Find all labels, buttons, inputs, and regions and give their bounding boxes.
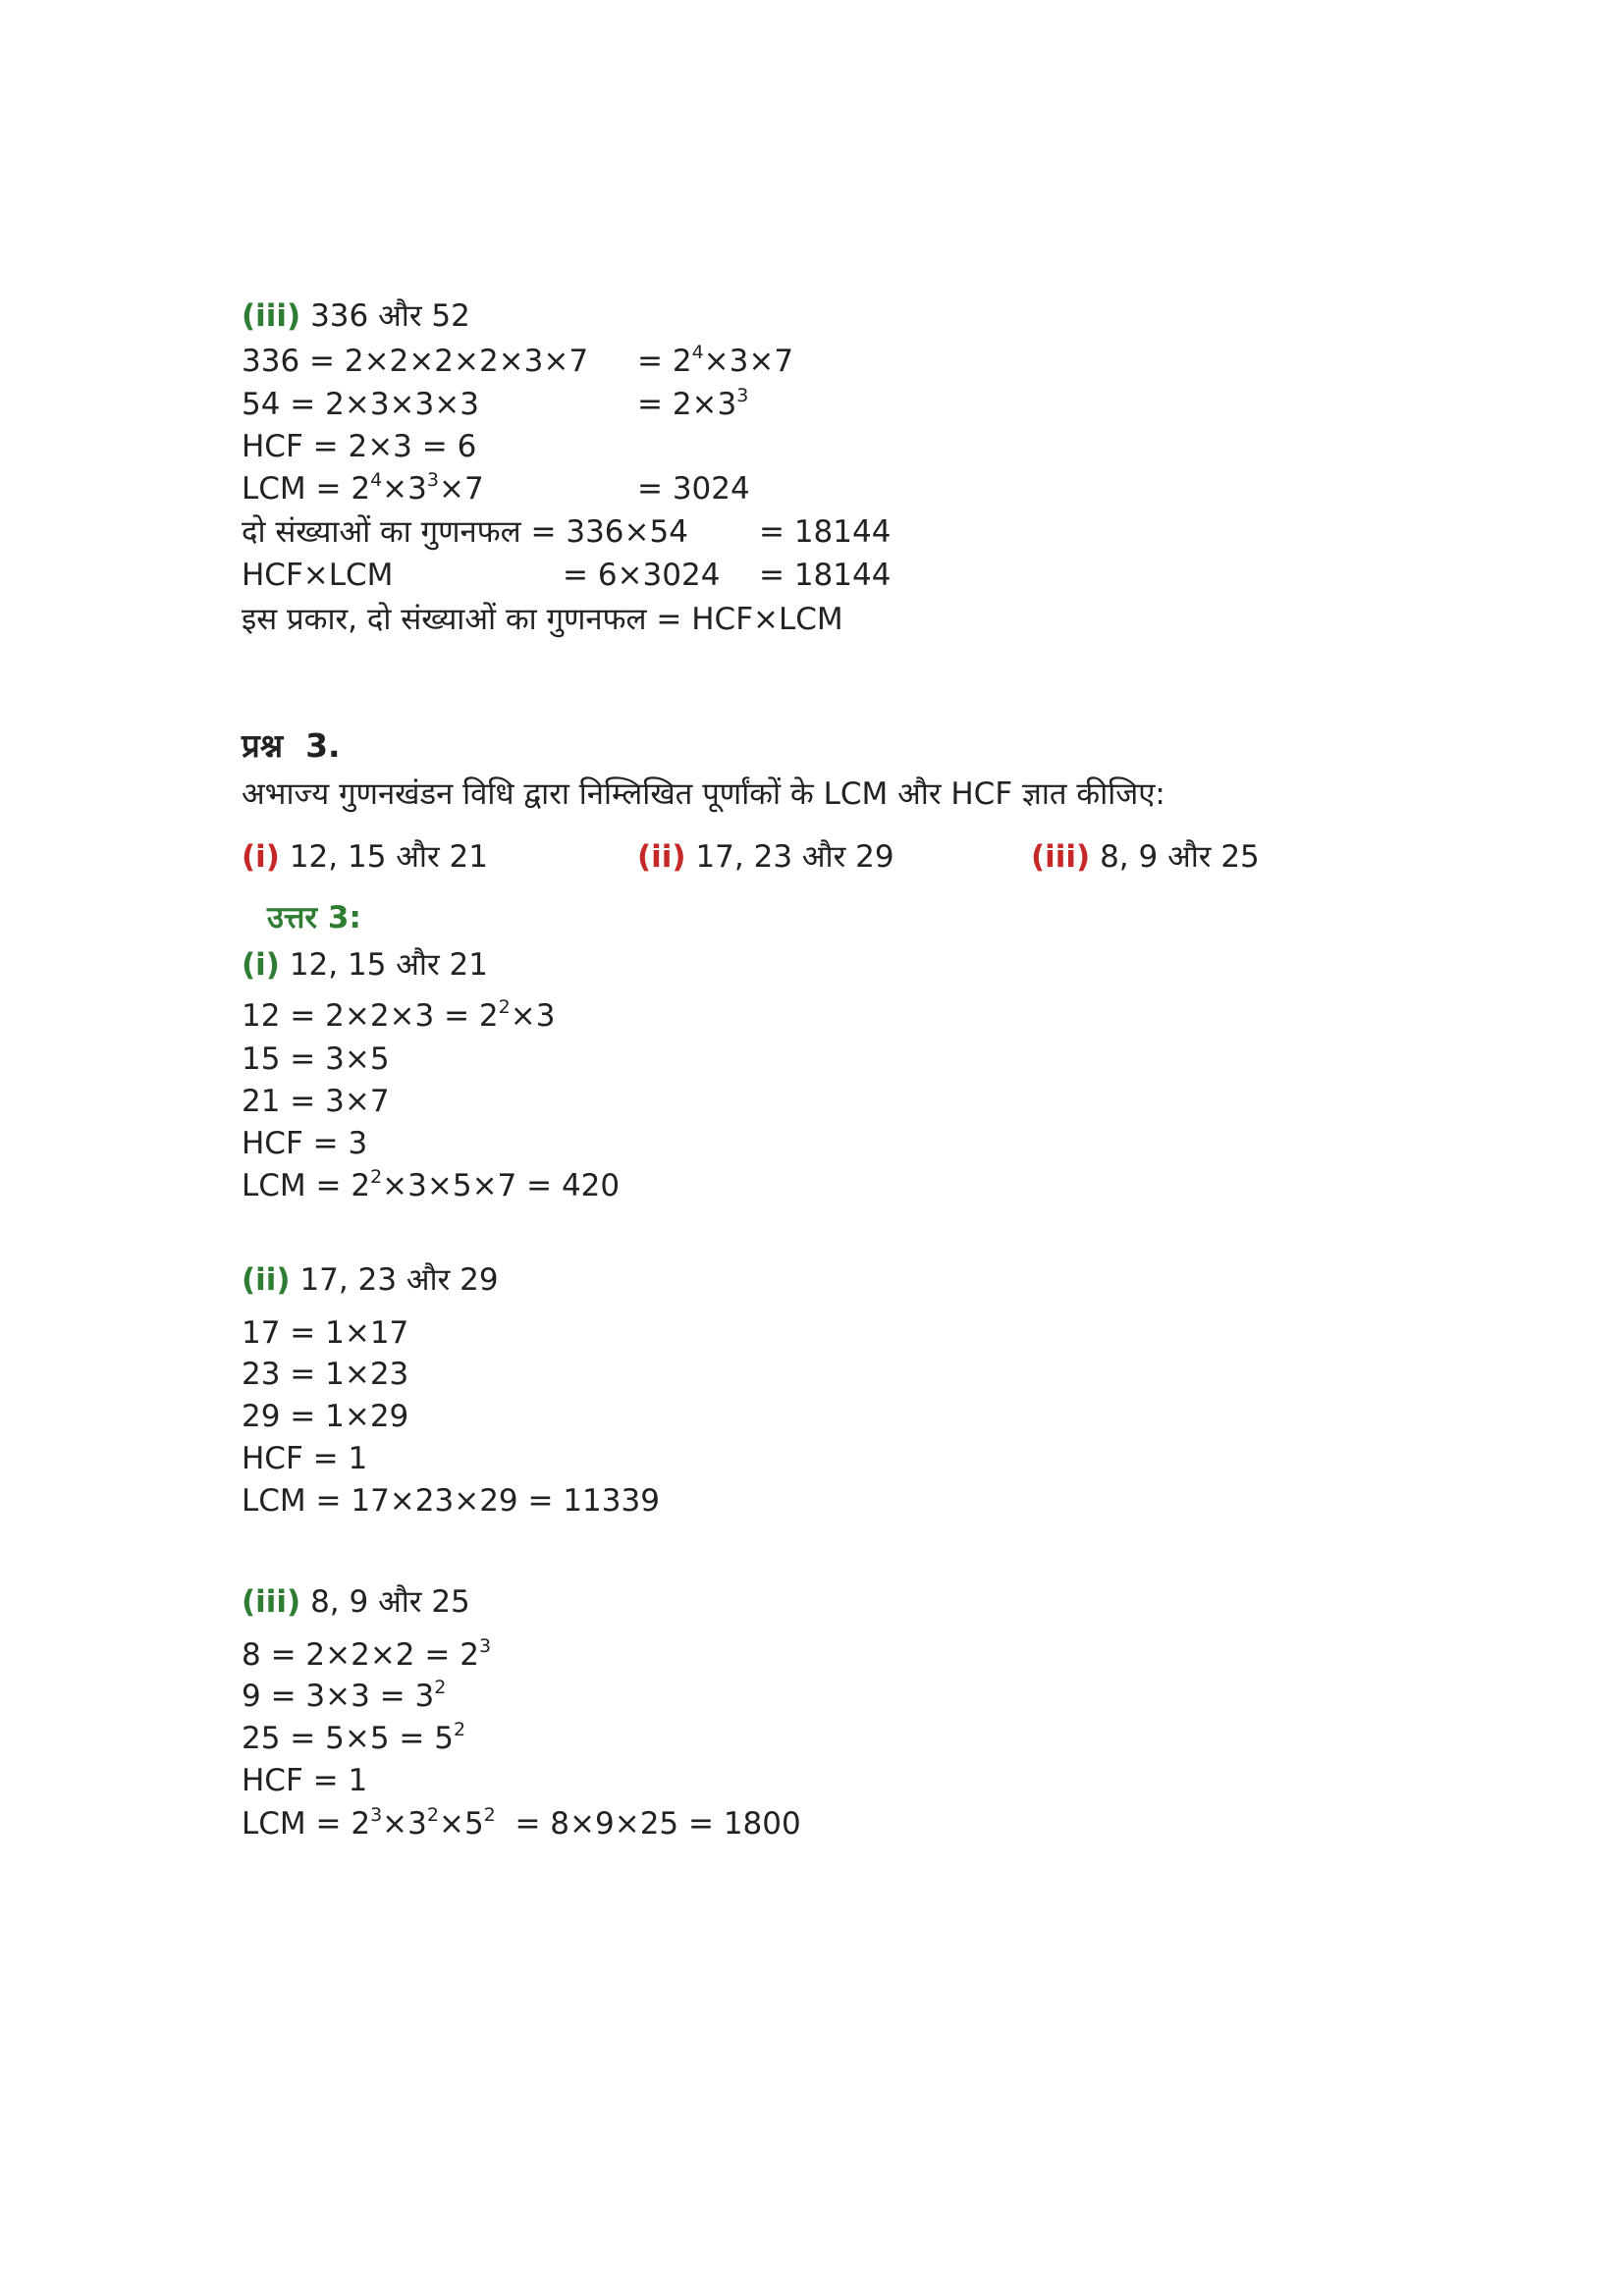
exponent: 2 [498, 996, 511, 1018]
part-label: (ii) [242, 1262, 291, 1298]
text: दो संख्याओं का गुणनफल = 336×54 [242, 514, 688, 550]
section-heading [242, 296, 470, 336]
text: 12 = 2×2×3 = 2 [242, 998, 499, 1034]
text: 25 = 5×5 = 5 [242, 1721, 454, 1756]
factor-line [242, 996, 555, 1036]
option-text: 12, 15 और 21 [279, 839, 488, 875]
text: ×3 [510, 998, 556, 1034]
exponent: 3 [426, 469, 439, 491]
hcf-line: HCF = 1 [242, 1763, 368, 1798]
text: 8 = 2×2×2 = 2 [242, 1637, 479, 1673]
exponent: 2 [370, 1166, 383, 1188]
text: = 2×3 [637, 387, 737, 422]
exponent: 3 [736, 385, 749, 406]
question-option [1031, 837, 1260, 877]
part-title: 12, 15 और 21 [279, 947, 488, 983]
expr: 336 = 2×2×2×2×3×7 [242, 344, 589, 379]
factor-line [242, 342, 794, 381]
option-text: 17, 23 और 29 [685, 839, 894, 875]
question-text: अभाज्य गुणनखंडन विधि द्वारा निम्लिखित पूर्णांकों के LCM और HCF ज्ञात कीजिए: [242, 776, 1165, 812]
hcf-line: HCF = 3 [242, 1126, 368, 1161]
exponent: 2 [434, 1677, 447, 1698]
text: HCF×LCM [242, 558, 394, 593]
result: = 18144 [759, 558, 892, 593]
answer-heading: उत्तर 3: [267, 900, 361, 935]
hcf-line: HCF = 2×3 = 6 [242, 429, 477, 464]
factor-line [242, 1719, 465, 1758]
expr: = 6×3024 [563, 558, 721, 593]
lcm-line [242, 1804, 801, 1843]
part-title: 17, 23 और 29 [290, 1262, 499, 1298]
part-title: 336 और 52 [310, 298, 470, 334]
factor-line: 29 = 1×29 [242, 1399, 409, 1434]
option-label: (ii) [637, 839, 686, 875]
part-heading [242, 1582, 470, 1622]
factor-line: 17 = 1×17 [242, 1315, 409, 1351]
option-label: (iii) [1031, 839, 1091, 875]
part-label: (iii) [242, 298, 301, 334]
hcf-lcm-line [242, 556, 892, 595]
factor-line: 15 = 3×5 [242, 1041, 390, 1077]
text: LCM = 2 [242, 1806, 371, 1842]
factor-line [242, 1635, 491, 1675]
text: = 2 [637, 344, 692, 379]
lcm-line [242, 1166, 620, 1205]
exponent: 2 [426, 1804, 439, 1826]
question-option [242, 837, 488, 877]
result: = 18144 [759, 514, 892, 550]
hcf-line: HCF = 1 [242, 1441, 368, 1476]
factor-line [242, 1677, 446, 1716]
exponent: 3 [370, 1804, 383, 1826]
text: ×3×5×7 = 420 [382, 1168, 621, 1203]
text: ×3 [382, 1806, 427, 1842]
text: ×7 [438, 471, 484, 507]
exponent: 4 [370, 469, 383, 491]
lcm-line: LCM = 17×23×29 = 11339 [242, 1483, 660, 1519]
part-title: 8, 9 और 25 [300, 1584, 470, 1620]
exponent: 2 [483, 1804, 496, 1826]
result: = 3024 [637, 471, 750, 507]
factor-line: 21 = 3×7 [242, 1084, 390, 1119]
text: LCM = 2 [242, 471, 371, 507]
factor-line: 23 = 1×23 [242, 1357, 409, 1392]
factor-line [242, 385, 749, 424]
exponent: 3 [478, 1635, 492, 1657]
conclusion-line: इस प्रकार, दो संख्याओं का गुणनफल = HCF×LCM [242, 602, 843, 637]
question-heading: प्रश्न 3. [242, 726, 341, 765]
text: = 8×9×25 = 1800 [495, 1806, 801, 1842]
expr: 54 = 2×3×3×3 [242, 387, 479, 422]
part-heading [242, 1260, 499, 1300]
product-line [242, 512, 892, 552]
question-option [637, 837, 894, 877]
part-label: (i) [242, 947, 280, 983]
exponent: 4 [691, 342, 704, 363]
exponent: 2 [453, 1719, 466, 1740]
part-heading [242, 945, 488, 985]
result [637, 342, 793, 381]
option-text: 8, 9 और 25 [1090, 839, 1260, 875]
text: 9 = 3×3 = 3 [242, 1679, 435, 1714]
text: LCM = 2 [242, 1168, 371, 1203]
text: ×3×7 [703, 344, 794, 379]
part-label: (iii) [242, 1584, 301, 1620]
lcm-line [242, 469, 750, 508]
option-label: (i) [242, 839, 280, 875]
text: ×5 [438, 1806, 484, 1842]
result [637, 385, 748, 424]
text: ×3 [382, 471, 427, 507]
